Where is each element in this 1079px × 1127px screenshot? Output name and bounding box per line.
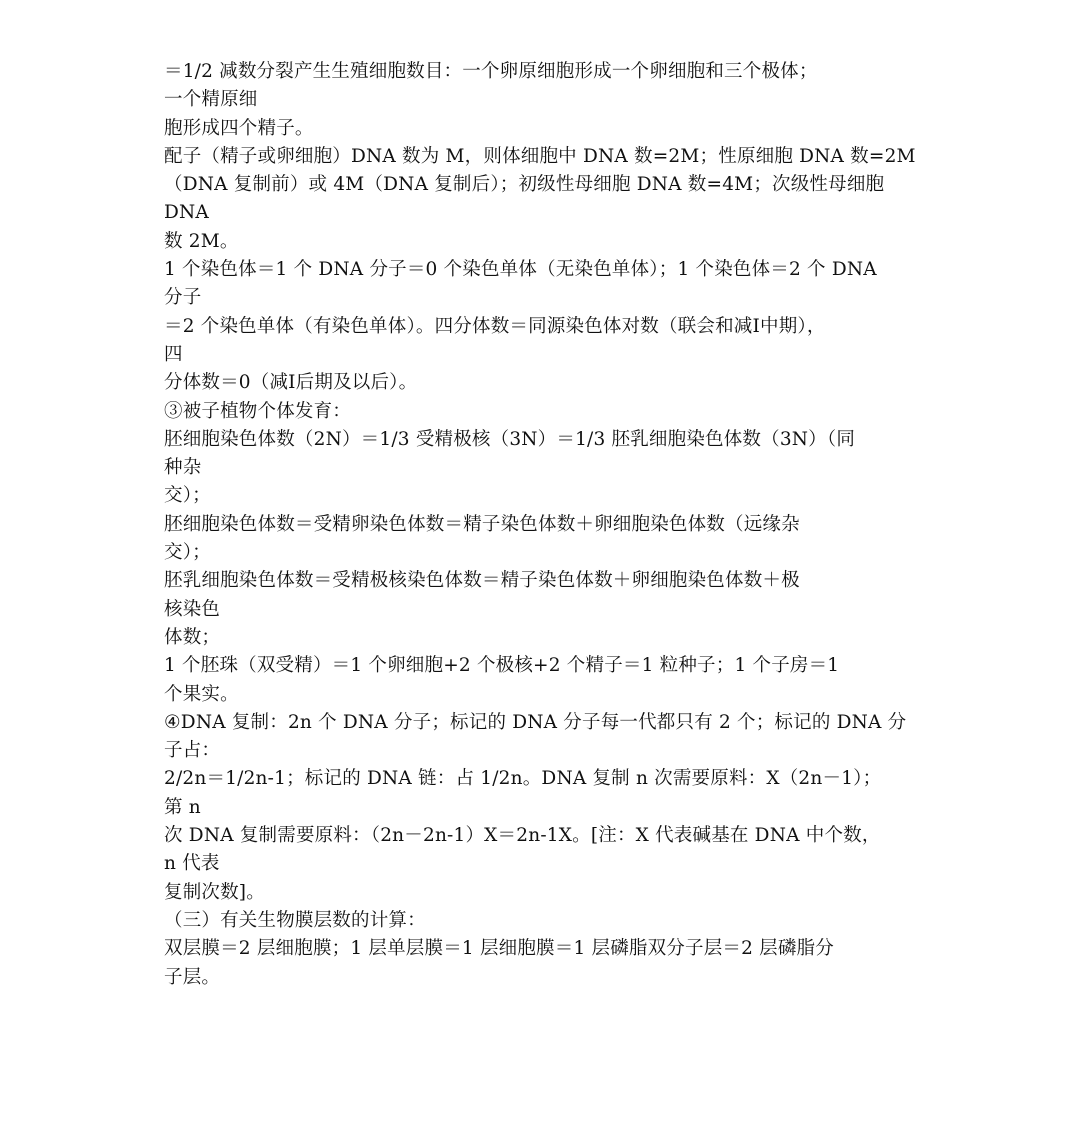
text-line: 配子（精子或卵细胞）DNA 数为 M，则体细胞中 DNA 数=2M；性原细胞 DNA 数=2M <box>164 145 916 167</box>
section-heading: ④DNA 复制：2n 个 DNA 分子；标记的 DNA 分子每一代都只有 2 个；标记的 DNA 分 <box>164 711 907 733</box>
text-line: DNA <box>164 202 209 224</box>
text-line: （DNA 复制前）或 4M（DNA 复制后）；初级性母细胞 DNA 数=4M；次级性母细胞 <box>164 174 885 196</box>
text-line: 核染色 <box>164 598 221 620</box>
text-line: 1 个染色体＝1 个 DNA 分子＝0 个染色单体（无染色单体）；1 个染色体＝2 个 DNA <box>164 259 877 281</box>
text-line: 数 2M。 <box>164 230 239 252</box>
text-line: 体数； <box>164 626 221 648</box>
text-line: 1 个胚珠（双受精）＝1 个卵细胞+2 个极核+2 个精子＝1 粒种子；1 个子房＝1 <box>164 655 840 677</box>
text-line: 胚乳细胞染色体数＝受精极核染色体数＝精子染色体数＋卵细胞染色体数＋极 <box>164 570 800 592</box>
text-line: 第 n <box>164 796 201 818</box>
section-heading: （三）有关生物膜层数的计算： <box>164 909 426 931</box>
text-line: 复制次数]。 <box>164 881 265 903</box>
text-line: 一个精原细 <box>164 89 258 111</box>
text-line: 胞形成四个精子。 <box>164 117 314 139</box>
text-line: 次 DNA 复制需要原料：（2n－2n-1）X＝2n-1X。[注：X 代表碱基在 DNA 中个数， <box>164 825 881 847</box>
text-line: 交）； <box>164 485 211 507</box>
text-line: 子层。 <box>164 966 221 988</box>
text-line: 交）； <box>164 542 211 564</box>
text-line: n 代表 <box>164 853 220 875</box>
text-line: 分体数＝0（减Ⅰ后期及以后）。 <box>164 372 418 394</box>
text-line: 分子 <box>164 287 202 309</box>
text-line: 个果实。 <box>164 683 239 705</box>
text-line: 胚细胞染色体数＝受精卵染色体数＝精子染色体数＋卵细胞染色体数（远缘杂 <box>164 513 800 535</box>
text-line: 2/2n＝1/2n-1；标记的 DNA 链：占 1/2n。DNA 复制 n 次需要原料：X（2n－1）； <box>164 768 882 790</box>
text-line: ＝1/2 减数分裂产生生殖细胞数目：一个卵原细胞形成一个卵细胞和三个极体； <box>164 61 818 82</box>
text-line: 胚细胞染色体数（2N）＝1/3 受精极核（3N）＝1/3 胚乳细胞染色体数（3N）（同 <box>164 428 856 450</box>
text-line: 种杂 <box>164 457 202 479</box>
document-body <box>164 58 924 992</box>
text-line: ＝2 个染色单体（有染色单体）。四分体数＝同源染色体对数（联会和减Ⅰ中期）， <box>164 315 826 337</box>
text-line: 双层膜＝2 层细胞膜；1 层单层膜＝1 层细胞膜＝1 层磷脂双分子层＝2 层磷脂分 <box>164 938 834 960</box>
text-line: 子占： <box>164 740 221 762</box>
text-line: 四 <box>164 343 183 365</box>
section-heading: ③被子植物个体发育： <box>164 400 352 422</box>
